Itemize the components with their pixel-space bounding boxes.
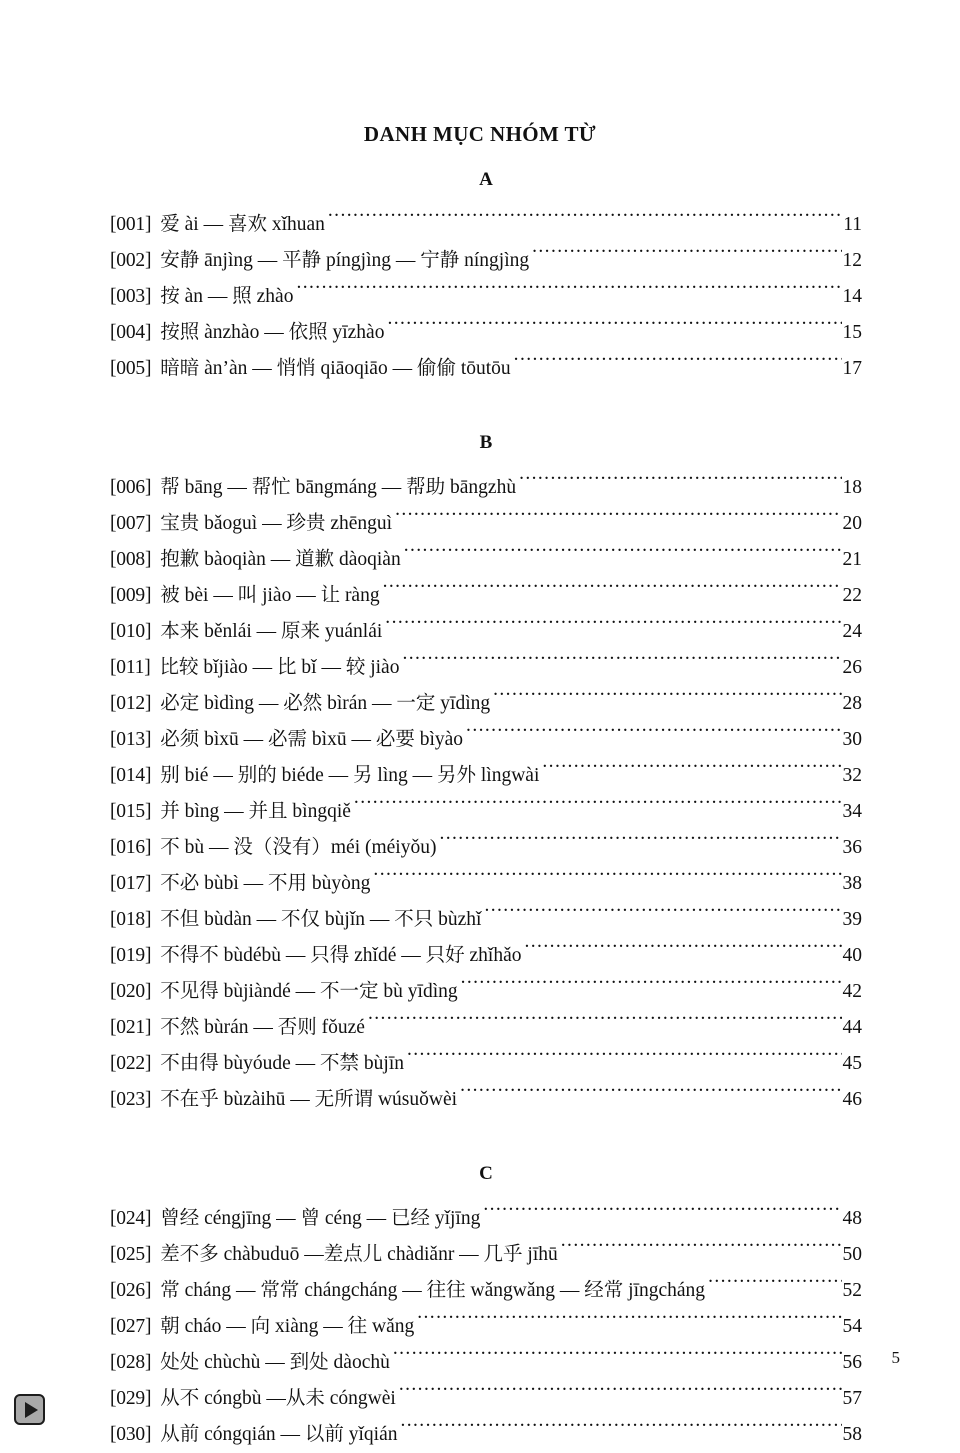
toc-entry-label: 不由得 bùyóude — 不禁 bùjīn — [160, 1053, 404, 1074]
toc-entry-label: 不但 bùdàn — 不仅 bùjǐn — 不只 bùzhǐ — [160, 909, 482, 930]
toc-entry-number: [006] — [110, 477, 152, 498]
toc-entry-page: 34 — [842, 801, 862, 822]
toc-leader-dots — [404, 546, 842, 566]
toc-entry-number: [012] — [110, 693, 152, 714]
toc-entry-page: 58 — [842, 1424, 862, 1445]
toc-entry-label: 按照 ànzhào — 依照 yīzhào — [160, 322, 385, 343]
page-number: 5 — [891, 1348, 900, 1367]
toc-entry-number: [025] — [110, 1244, 152, 1265]
toc-entry[interactable] — [110, 207, 862, 243]
toc-entry-page: 39 — [842, 909, 862, 930]
toc-entry-page: 15 — [842, 322, 862, 343]
toc-entry-page: 20 — [842, 513, 862, 534]
play-triangle-icon — [25, 1402, 38, 1418]
toc-entry-label: 抱歉 bàoqiàn — 道歉 dàoqiàn — [160, 549, 401, 570]
toc-entry-number: [026] — [110, 1280, 152, 1301]
toc-entry[interactable] — [110, 902, 862, 938]
play-button[interactable] — [14, 1394, 45, 1425]
toc-leader-dots — [328, 211, 842, 231]
toc-entry[interactable] — [110, 1381, 862, 1417]
toc-list — [110, 207, 862, 387]
toc-leader-dots — [561, 1241, 842, 1261]
toc-entry-number: [029] — [110, 1388, 152, 1409]
toc-entry-label: 帮 bāng — 帮忙 bāngmáng — 帮助 bāngzhù — [160, 477, 517, 498]
toc-entry-label: 从前 cóngqián — 以前 yǐqián — [160, 1424, 398, 1445]
toc-entry-label: 别 bié — 别的 biéde — 另 lìng — 另外 lìngwài — [160, 765, 540, 786]
toc-entry[interactable] — [110, 279, 862, 315]
toc-entry-page: 12 — [842, 250, 862, 271]
toc-entry[interactable] — [110, 1309, 862, 1345]
toc-entry[interactable] — [110, 938, 862, 974]
toc-entry-label: 从不 cóngbù —从未 cóngwèi — [160, 1388, 396, 1409]
toc-entry-number: [023] — [110, 1089, 152, 1110]
toc-entry-number: [027] — [110, 1316, 152, 1337]
toc-entry-page: 11 — [843, 214, 862, 235]
toc-leader-dots — [514, 355, 842, 375]
toc-section-a — [110, 170, 862, 387]
toc-leader-dots — [466, 726, 841, 746]
section-heading-b: B — [479, 432, 493, 453]
toc-entry-number: [011] — [110, 657, 151, 678]
toc-leader-dots — [532, 247, 841, 267]
toc-entry-number: [013] — [110, 729, 152, 750]
toc-entry[interactable] — [110, 1201, 862, 1237]
toc-entry-number: [030] — [110, 1424, 152, 1445]
toc-entry-number: [021] — [110, 1017, 152, 1038]
toc-entry-page: 14 — [842, 286, 862, 307]
toc-entry-number: [009] — [110, 585, 152, 606]
toc-entry-number: [014] — [110, 765, 152, 786]
toc-entry-page: 24 — [842, 621, 862, 642]
toc-entry-page: 46 — [842, 1089, 862, 1110]
toc-entry-page: 48 — [842, 1208, 862, 1229]
toc-entry[interactable] — [110, 974, 862, 1010]
toc-entry-label: 朝 cháo — 向 xiàng — 往 wǎng — [160, 1316, 415, 1337]
toc-entry-label: 不必 bùbì — 不用 bùyòng — [160, 873, 371, 894]
toc-entry-page: 21 — [842, 549, 862, 570]
toc-leader-dots — [407, 1050, 842, 1070]
toc-leader-dots — [399, 1385, 842, 1405]
toc-entry[interactable] — [110, 1273, 862, 1309]
toc-content — [110, 170, 862, 1453]
toc-entry[interactable] — [110, 1010, 862, 1046]
toc-leader-dots — [417, 1313, 841, 1333]
toc-entry-page: 28 — [842, 693, 862, 714]
toc-leader-dots — [383, 582, 842, 602]
toc-entry[interactable] — [110, 866, 862, 902]
toc-entry[interactable] — [110, 722, 862, 758]
toc-section-c — [110, 1164, 862, 1453]
toc-entry-number: [015] — [110, 801, 152, 822]
toc-entry-label: 爱 ài — 喜欢 xǐhuan — [160, 214, 325, 235]
toc-entry-label: 暗暗 àn’àn — 悄悄 qiāoqiāo — 偷偷 tōutōu — [160, 358, 511, 379]
toc-entry[interactable] — [110, 315, 862, 351]
toc-entry-page: 18 — [842, 477, 862, 498]
toc-entry-label: 本来 běnlái — 原来 yuánlái — [160, 621, 383, 642]
toc-entry-label: 宝贵 bǎoguì — 珍贵 zhēnguì — [160, 513, 393, 534]
toc-entry-number: [007] — [110, 513, 152, 534]
toc-entry-number: [020] — [110, 981, 152, 1002]
toc-entry-label: 不得不 bùdébù — 只得 zhǐdé — 只好 zhǐhǎo — [160, 945, 522, 966]
toc-entry[interactable] — [110, 351, 862, 387]
toc-entry-number: [002] — [110, 250, 152, 271]
toc-entry-label: 安静 ānjìng — 平静 píngjìng — 宁静 níngjìng — [160, 250, 530, 271]
toc-entry-page: 36 — [842, 837, 862, 858]
toc-leader-dots — [484, 906, 841, 926]
toc-entry[interactable] — [110, 578, 862, 614]
toc-entry-number: [022] — [110, 1053, 152, 1074]
toc-entry-label: 常 cháng — 常常 chángcháng — 往往 wǎngwǎng — 经常 jīngcháng — [160, 1280, 706, 1301]
toc-entry[interactable] — [110, 1082, 862, 1118]
page-title: DANH MỤC NHÓM TỪ — [363, 122, 597, 147]
toc-entry-page: 26 — [842, 657, 862, 678]
toc-entry-number: [016] — [110, 837, 152, 858]
toc-entry-label: 不然 bùrán — 否则 fǒuzé — [160, 1017, 365, 1038]
toc-entry-number: [010] — [110, 621, 152, 642]
toc-entry-label: 不 bù — 没（没有）méi (méiyǒu) — [160, 837, 437, 858]
toc-entry-label: 必定 bìdìng — 必然 bìrán — 一定 yīdìng — [160, 693, 491, 714]
toc-entry-page: 45 — [842, 1053, 862, 1074]
toc-entry-label: 必须 bìxū — 必需 bìxū — 必要 bìyào — [160, 729, 464, 750]
toc-list — [110, 1201, 862, 1453]
toc-leader-dots — [493, 690, 841, 710]
toc-leader-dots — [373, 870, 841, 890]
toc-entry-label: 不见得 bùjiàndé — 不一定 bù yīdìng — [160, 981, 458, 1002]
toc-entry-page: 56 — [842, 1352, 862, 1373]
toc-entry[interactable] — [110, 1417, 862, 1453]
toc-entry-number: [005] — [110, 358, 152, 379]
toc-entry-page: 22 — [842, 585, 862, 606]
toc-entry-page: 42 — [842, 981, 862, 1002]
toc-entry-number: [028] — [110, 1352, 152, 1373]
toc-entry-number: [001] — [110, 214, 152, 235]
toc-entry-page: 57 — [842, 1388, 862, 1409]
toc-entry-number: [019] — [110, 945, 152, 966]
toc-entry[interactable] — [110, 614, 862, 650]
toc-entry-page: 17 — [842, 358, 862, 379]
toc-leader-dots — [387, 319, 841, 339]
toc-entry-number: [008] — [110, 549, 152, 570]
toc-entry[interactable] — [110, 1046, 862, 1082]
toc-leader-dots — [402, 654, 841, 674]
toc-leader-dots — [368, 1014, 842, 1034]
toc-entry[interactable] — [110, 542, 862, 578]
toc-entry-number: [004] — [110, 322, 152, 343]
toc-entry-page: 44 — [842, 1017, 862, 1038]
toc-entry-number: [017] — [110, 873, 152, 894]
toc-entry-page: 30 — [842, 729, 862, 750]
toc-leader-dots — [708, 1277, 841, 1297]
toc-entry-label: 被 bèi — 叫 jiào — 让 ràng — [160, 585, 380, 606]
section-heading-a: A — [479, 169, 493, 190]
toc-leader-dots — [439, 834, 841, 854]
toc-entry[interactable] — [110, 506, 862, 542]
toc-entry-page: 38 — [842, 873, 862, 894]
section-heading-c: C — [479, 1163, 493, 1184]
toc-entry[interactable] — [110, 243, 862, 279]
toc-list — [110, 470, 862, 1118]
toc-leader-dots — [354, 798, 842, 818]
toc-entry-number: [003] — [110, 286, 152, 307]
toc-entry-label: 按 àn — 照 zhào — [160, 286, 294, 307]
toc-entry-page: 40 — [842, 945, 862, 966]
toc-leader-dots — [296, 283, 841, 303]
toc-entry-label: 差不多 chàbuduō —差点儿 chàdiǎnr — 几乎 jīhū — [160, 1244, 558, 1265]
toc-entry[interactable] — [110, 686, 862, 722]
toc-entry-number: [024] — [110, 1208, 152, 1229]
toc-entry[interactable] — [110, 1237, 862, 1273]
toc-entry-page: 54 — [842, 1316, 862, 1337]
toc-entry-page: 52 — [842, 1280, 862, 1301]
toc-entry[interactable] — [110, 650, 862, 686]
toc-entry[interactable] — [110, 470, 862, 506]
toc-entry-label: 不在乎 bùzàihū — 无所谓 wúsuǒwèi — [160, 1089, 458, 1110]
toc-leader-dots — [461, 978, 842, 998]
toc-leader-dots — [460, 1086, 841, 1106]
toc-leader-dots — [519, 474, 841, 494]
toc-leader-dots — [395, 510, 841, 530]
toc-entry[interactable] — [110, 794, 862, 830]
toc-entry-label: 处处 chùchù — 到处 dàochù — [160, 1352, 390, 1373]
toc-entry-page: 50 — [842, 1244, 862, 1265]
toc-leader-dots — [525, 942, 842, 962]
toc-entry-label: 曾经 céngjīng — 曾 céng — 已经 yǐjīng — [160, 1208, 481, 1229]
toc-entry[interactable] — [110, 758, 862, 794]
toc-entry-number: [018] — [110, 909, 152, 930]
toc-leader-dots — [542, 762, 841, 782]
toc-entry-label: 并 bìng — 并且 bìngqiě — [160, 801, 351, 822]
toc-entry[interactable] — [110, 830, 862, 866]
toc-leader-dots — [385, 618, 841, 638]
toc-leader-dots — [483, 1205, 841, 1225]
toc-entry-label: 比较 bǐjiào — 比 bǐ — 较 jiào — [159, 657, 400, 678]
toc-entry-page: 32 — [842, 765, 862, 786]
toc-leader-dots — [400, 1421, 841, 1441]
toc-section-b — [110, 433, 862, 1118]
